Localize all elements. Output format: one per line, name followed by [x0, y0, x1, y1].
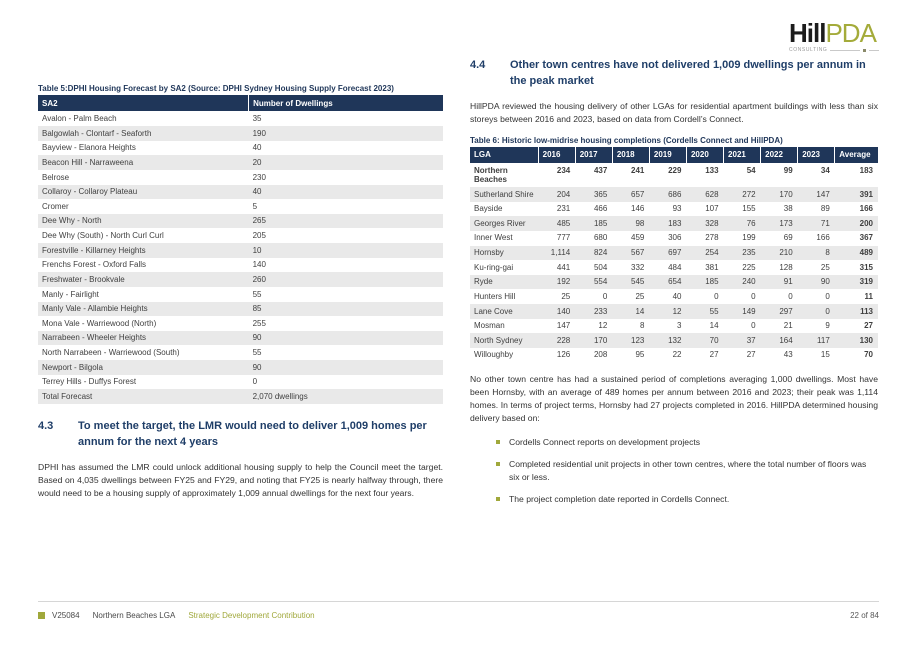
- table-cell: 0: [825, 291, 830, 301]
- table-cell: 315: [859, 262, 873, 272]
- table-cell: 55: [252, 348, 262, 358]
- table-row: [38, 272, 443, 287]
- table-row: [38, 360, 443, 375]
- table6-column-header: 2019: [649, 147, 686, 163]
- table-cell: 0: [788, 291, 793, 301]
- table-row: [38, 243, 443, 258]
- table-cell: 34: [820, 165, 830, 175]
- table-row: [470, 163, 878, 187]
- table-cell: 149: [742, 306, 756, 316]
- footer-project-code: V25084: [52, 611, 80, 620]
- table-cell: Frenchs Forest - Oxford Falls: [42, 260, 147, 270]
- table-cell: 1,114: [550, 248, 571, 258]
- table-cell: 234: [556, 165, 571, 175]
- table-row: [38, 141, 443, 156]
- table-cell: Forestville - Killarney Heights: [42, 245, 146, 255]
- table-cell: 489: [859, 248, 873, 258]
- table-cell: 504: [593, 262, 608, 272]
- table-cell: 391: [859, 189, 873, 199]
- table-cell: 146: [631, 204, 645, 214]
- table-cell: 484: [668, 262, 682, 272]
- table-cell: 12: [672, 306, 682, 316]
- table-row: [38, 316, 443, 331]
- table-row: [470, 246, 878, 261]
- table-cell: 113: [860, 306, 873, 316]
- table-cell: 235: [742, 248, 756, 258]
- table-cell: 98: [635, 218, 645, 228]
- table-row: [38, 155, 443, 170]
- bullet-item: [496, 493, 878, 506]
- table6-column-header: 2018: [612, 147, 649, 163]
- table-cell: Total Forecast: [42, 391, 93, 401]
- table-cell: 99: [783, 165, 793, 175]
- table-cell: 128: [779, 262, 793, 272]
- table-cell: 554: [593, 277, 608, 287]
- table-cell: 192: [556, 277, 571, 287]
- table-cell: 208: [593, 350, 608, 360]
- table-cell: 35: [252, 114, 262, 124]
- table-cell: 278: [705, 233, 719, 243]
- table-cell: 230: [252, 172, 266, 182]
- bullet-item: [496, 458, 878, 484]
- table6-caption: Table 6: Historic low-midrise housing completions (Cordells Connect and HillPDA): [470, 135, 783, 145]
- table-row: [38, 126, 443, 141]
- table-cell-lga: Northern Beaches: [474, 165, 508, 184]
- table-cell-lga: Georges River: [474, 218, 526, 228]
- table-cell: Manly Vale - Allambie Heights: [42, 304, 148, 314]
- page-footer: [38, 601, 879, 620]
- table6-column-header: Average: [835, 147, 878, 163]
- bullet-square-icon: [496, 497, 500, 501]
- table-cell: 85: [252, 304, 262, 314]
- table-cell: 70: [709, 335, 719, 345]
- table6-column-header: 2020: [686, 147, 723, 163]
- table-cell: Terrey Hills - Duffys Forest: [42, 377, 137, 387]
- table-cell: 185: [593, 218, 608, 228]
- logo-rule: [830, 50, 860, 51]
- table-cell: 71: [820, 218, 830, 228]
- table-cell: 0: [751, 291, 756, 301]
- table-cell: 241: [631, 165, 645, 175]
- table-cell: 55: [252, 289, 262, 299]
- hillpda-logo: [789, 20, 879, 53]
- table-cell: 441: [556, 262, 571, 272]
- table-cell: 170: [779, 189, 793, 199]
- table-cell: 27: [864, 321, 873, 331]
- table-cell: 0: [252, 377, 258, 387]
- table-cell-lga: Mosman: [474, 321, 505, 331]
- table-cell: 133: [705, 165, 719, 175]
- table-cell: 437: [593, 165, 608, 175]
- logo-wordmark: [789, 20, 879, 46]
- table-cell: 254: [705, 248, 719, 258]
- table-cell: 40: [672, 291, 682, 301]
- table-row: [38, 111, 443, 126]
- table-cell: 55: [709, 306, 719, 316]
- table-cell: 70: [864, 350, 873, 360]
- table-cell: 91: [783, 277, 793, 287]
- table-cell: 297: [779, 306, 793, 316]
- table-cell-lga: Lane Cove: [474, 306, 513, 316]
- table-cell: 140: [556, 306, 571, 316]
- table-cell: 459: [631, 233, 645, 243]
- table-cell-lga: Inner West: [474, 233, 513, 243]
- table-cell: 466: [593, 204, 608, 214]
- table-cell: 225: [742, 262, 756, 272]
- table-cell: 10: [252, 245, 262, 255]
- table-cell: North Narrabeen - Warriewood (South): [42, 348, 180, 358]
- table-row: [470, 348, 878, 363]
- table-row: [470, 187, 878, 202]
- table6-body: [470, 163, 878, 363]
- footer-square-icon: [38, 612, 45, 619]
- table-cell: 567: [631, 248, 645, 258]
- table-cell: 126: [556, 350, 571, 360]
- table-cell: 95: [635, 350, 645, 360]
- logo-tagline: CONSULTING: [789, 47, 828, 53]
- table-cell: 27: [709, 350, 719, 360]
- logo-hill-text: Hill: [789, 18, 826, 48]
- table-cell: 25: [635, 291, 645, 301]
- table-cell-lga: Willoughby: [474, 350, 514, 360]
- table-cell: 265: [252, 216, 266, 226]
- table-row: [38, 228, 443, 243]
- table-cell: Narrabeen - Wheeler Heights: [42, 333, 147, 343]
- table5-housing-forecast: [38, 95, 443, 404]
- table-cell: 306: [668, 233, 682, 243]
- table-cell: 319: [859, 277, 873, 287]
- table-cell: 367: [859, 233, 873, 243]
- table-cell: 228: [556, 335, 571, 345]
- table-cell: 27: [746, 350, 756, 360]
- section-4-3-heading: [38, 419, 443, 451]
- table-cell: 69: [783, 233, 793, 243]
- table-cell: 54: [746, 165, 756, 175]
- table-cell: 89: [820, 204, 830, 214]
- table-cell: 260: [252, 274, 266, 284]
- table-cell-lga: Bayside: [474, 204, 503, 214]
- table-cell: 824: [593, 248, 608, 258]
- table-cell: 14: [709, 321, 719, 331]
- table-cell: 40: [252, 143, 262, 153]
- table-cell: 147: [556, 321, 571, 331]
- footer-left: [38, 611, 315, 620]
- table-cell: Freshwater - Brookvale: [42, 274, 125, 284]
- section-4-4-paragraph: HillPDA reviewed the housing delivery of other LGAs for residential apartment buildings with less than six storeys between 2016 and 2023, based on data from Cordell’s Connect.: [470, 100, 878, 125]
- table-cell-lga: Sutherland Shire: [474, 189, 534, 199]
- bullet-text: Cordells Connect reports on development projects: [509, 436, 701, 447]
- bullet-list: [496, 436, 878, 507]
- bullet-text: The project completion date reported in Cordells Connect.: [509, 494, 730, 505]
- section-4-4-title: Other town centres have not delivered 1,009 dwellings per annum in the peak market: [510, 59, 866, 87]
- table-row: [38, 214, 443, 229]
- table-cell: 155: [742, 204, 756, 214]
- table6-column-header: 2016: [538, 147, 575, 163]
- table-cell: 777: [556, 233, 571, 243]
- table-row: [38, 302, 443, 317]
- table-row: [38, 375, 443, 390]
- table6-column-header: 2021: [724, 147, 761, 163]
- table-cell: 654: [668, 277, 682, 287]
- table-row: [38, 345, 443, 360]
- table-cell: 90: [252, 333, 262, 343]
- table-row: [38, 258, 443, 273]
- table-cell: 130: [859, 335, 873, 345]
- table-cell: 76: [746, 218, 756, 228]
- table-cell: 90: [252, 362, 262, 372]
- table-cell: 205: [252, 231, 266, 241]
- table-cell: 11: [864, 291, 873, 301]
- table5-body: [38, 111, 443, 404]
- table-cell: 2,070 dwellings: [252, 391, 308, 401]
- bullet-square-icon: [496, 462, 500, 466]
- table-row: [470, 231, 878, 246]
- table-cell: Mona Vale - Warriewood (North): [42, 318, 157, 328]
- table-cell: Dee Why - North: [42, 216, 102, 226]
- table-cell: 204: [556, 189, 571, 199]
- table-cell: 686: [668, 189, 682, 199]
- table6-column-header: 2023: [798, 147, 835, 163]
- table-cell: 25: [820, 262, 830, 272]
- table-cell: 25: [561, 291, 571, 301]
- footer-doc-title: Strategic Development Contribution: [188, 611, 315, 620]
- table-cell: 107: [705, 204, 719, 214]
- table-cell: 9: [825, 321, 830, 331]
- logo-rule-end: [869, 50, 879, 51]
- table-cell: 697: [668, 248, 682, 258]
- table-cell: 170: [593, 335, 608, 345]
- table-cell: 5: [252, 201, 258, 211]
- table-cell: 210: [779, 248, 793, 258]
- table-cell: 8: [825, 248, 830, 258]
- table-cell: 166: [816, 233, 830, 243]
- table-cell: 21: [783, 321, 793, 331]
- table-cell: 22: [672, 350, 682, 360]
- table-row: [470, 216, 878, 231]
- table-cell: 240: [742, 277, 756, 287]
- table-cell: Dee Why (South) - North Curl Curl: [42, 231, 164, 241]
- table-cell: Belrose: [42, 172, 70, 182]
- left-column: [38, 84, 443, 501]
- table-row: [470, 202, 878, 217]
- table-row: [470, 319, 878, 334]
- table-cell: 132: [668, 335, 682, 345]
- table-cell: 43: [783, 350, 793, 360]
- right-column: [470, 58, 878, 516]
- table5-header-row: [38, 95, 443, 111]
- table-cell: 12: [598, 321, 608, 331]
- table-cell: 233: [593, 306, 608, 316]
- table-cell: 381: [705, 262, 719, 272]
- table-cell: 93: [672, 204, 682, 214]
- table-cell-lga: Hunters Hill: [474, 291, 516, 301]
- table6-header-row: [470, 147, 878, 163]
- table-cell: 190: [252, 128, 266, 138]
- bullet-text: Completed residential unit projects in other town centres, where the total number of floors was six or less.: [509, 459, 867, 483]
- table-cell: 38: [783, 204, 793, 214]
- section-4-3-title: To meet the target, the LMR would need to deliver 1,009 homes per annum for the next 4 years: [78, 419, 427, 448]
- table-cell: 657: [631, 189, 645, 199]
- table-cell: Newport - Bilgola: [42, 362, 103, 372]
- logo-pda-text: PDA: [825, 18, 876, 48]
- table-cell: 185: [705, 277, 719, 287]
- table-cell: Cromer: [42, 201, 69, 211]
- table-cell-lga: Hornsby: [474, 248, 504, 258]
- table6-column-header: 2022: [761, 147, 798, 163]
- table-cell: 3: [677, 321, 682, 331]
- table5-caption: Table 5:DPHI Housing Forecast by SA2 (Source: DPHI Sydney Housing Supply Forecast 2023): [38, 84, 394, 93]
- table-cell: 40: [252, 187, 262, 197]
- table-row: [38, 389, 443, 404]
- table-row: [470, 260, 878, 275]
- table-cell: 90: [820, 277, 830, 287]
- table-cell: 183: [668, 218, 682, 228]
- table-cell: 485: [556, 218, 571, 228]
- table-cell: 332: [631, 262, 645, 272]
- table-cell: Beacon Hill - Narraweena: [42, 157, 134, 167]
- table-cell: Manly - Fairlight: [42, 289, 99, 299]
- table-cell: Balgowlah - Clontarf - Seaforth: [42, 128, 152, 138]
- bullet-item: [496, 436, 878, 449]
- table-cell: 37: [746, 335, 756, 345]
- section-4-4-number: 4.4: [470, 59, 486, 71]
- table-cell: 628: [705, 189, 719, 199]
- table5-col-dwellings: Number of Dwellings: [249, 95, 443, 111]
- table-row: [38, 199, 443, 214]
- table-cell: 200: [859, 218, 873, 228]
- table-cell: Collaroy - Collaroy Plateau: [42, 187, 138, 197]
- table-cell: 272: [742, 189, 756, 199]
- section-4-4-heading: [470, 58, 878, 90]
- table-cell: 14: [635, 306, 645, 316]
- table-cell: 15: [820, 350, 830, 360]
- table6-column-header: LGA: [470, 147, 538, 163]
- table-cell-lga: North Sydney: [474, 335, 523, 345]
- table5-col-sa2: SA2: [38, 95, 249, 111]
- table-cell: 545: [631, 277, 645, 287]
- table-cell: 166: [859, 204, 873, 214]
- logo-dot-icon: [863, 49, 866, 52]
- table-cell: 140: [252, 260, 266, 270]
- table-cell: 123: [631, 335, 645, 345]
- table-cell-lga: Ryde: [474, 277, 493, 287]
- table-cell: 20: [252, 157, 262, 167]
- table-row: [38, 170, 443, 185]
- table-cell: 229: [668, 165, 682, 175]
- table-row: [470, 275, 878, 290]
- table-row: [38, 185, 443, 200]
- table-cell: 147: [816, 189, 830, 199]
- footer-lga-name: Northern Beaches LGA: [92, 611, 176, 620]
- table-cell: 183: [859, 165, 873, 175]
- section-4-3-paragraph: DPHI has assumed the LMR could unlock additional housing supply to help the Council meet the target. Based on 4,035 dwellings between FY25 and FY29, and noting that FY25 is nearly halfway through, there would need to be a housing supply of approximately 1,009 annual dwellings for the next four years.: [38, 461, 443, 499]
- table-row: [38, 287, 443, 302]
- table-cell: 680: [593, 233, 608, 243]
- table-cell: 0: [825, 306, 830, 316]
- table-cell: 199: [742, 233, 756, 243]
- table-cell: 164: [779, 335, 793, 345]
- table-cell-lga: Ku-ring-gai: [474, 262, 514, 272]
- table-cell: 231: [556, 204, 571, 214]
- table-cell: Avalon - Palm Beach: [42, 114, 117, 124]
- table-cell: 0: [714, 291, 719, 301]
- table-cell: 0: [751, 321, 756, 331]
- table-row: [470, 304, 878, 319]
- table6-completions: [470, 147, 878, 363]
- bullet-square-icon: [496, 440, 500, 444]
- table-row: [38, 331, 443, 346]
- footer-page-number: 22 of 84: [850, 611, 879, 620]
- table-cell: 8: [639, 321, 645, 331]
- table-cell: 173: [779, 218, 793, 228]
- table6-column-header: 2017: [575, 147, 612, 163]
- table-cell: 117: [817, 335, 830, 345]
- table-cell: Bayview - Elanora Heights: [42, 143, 136, 153]
- table-row: [470, 289, 878, 304]
- closing-paragraph: No other town centre has had a sustained period of completions averaging 1,000 dwellings. Most have been Hornsby, with an average of 489 homes per annum between 2016 and 2023; their peak was 1,114 homes. In terms of project terms, Hornsby had 27 projects completed in 2016. HillPDA determined housing delivery based on:: [470, 373, 878, 424]
- table-cell: 328: [705, 218, 719, 228]
- table-row: [470, 333, 878, 348]
- table-cell: 255: [252, 318, 266, 328]
- section-4-3-number: 4.3: [38, 419, 54, 432]
- table-cell: 365: [593, 189, 608, 199]
- table-cell: 0: [602, 291, 608, 301]
